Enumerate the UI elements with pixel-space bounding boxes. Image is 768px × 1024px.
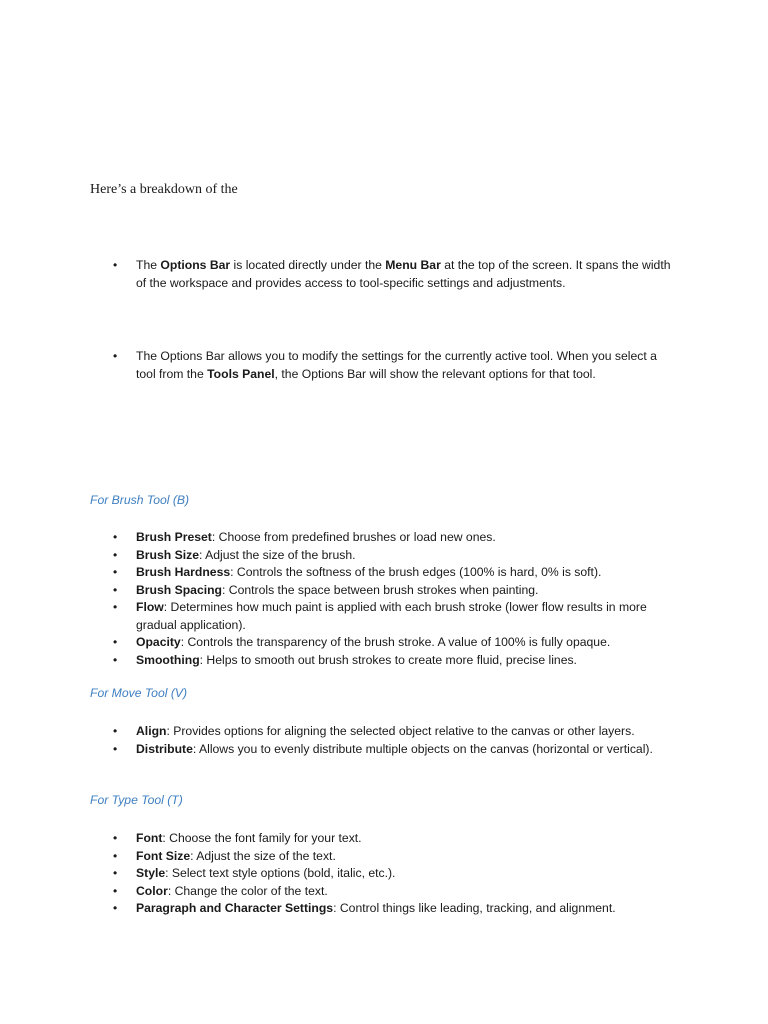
move-options-list [0, 723, 768, 758]
section-heading-type: For Type Tool (T) [90, 793, 183, 807]
list-item: • Brush Hardness: Controls the softness of the brush edges (100% is hard, 0% is soft). [0, 564, 768, 582]
list-item: • Brush Spacing: Controls the space between brush strokes when painting. [0, 582, 768, 600]
list-item: • Font Size: Adjust the size of the text. [0, 848, 768, 866]
list-item: • Smoothing: Helps to smooth out brush strokes to create more fluid, precise lines. [0, 652, 768, 670]
list-item: • Font: Choose the font family for your text. [0, 830, 768, 848]
list-item: • Flow: Determines how much paint is applied with each brush stroke (lower flow results in more gradual application). [0, 599, 768, 634]
list-item: • Style: Select text style options (bold, italic, etc.). [0, 865, 768, 883]
overview-list-2 [0, 348, 768, 383]
list-item: • Paragraph and Character Settings: Control things like leading, tracking, and alignment. [0, 900, 768, 918]
brush-options-list [0, 529, 768, 669]
list-item: • The Options Bar allows you to modify the settings for the currently active tool. When you select a tool from the Tools Panel, the Options Bar will show the relevant options for that tool. [0, 348, 768, 383]
list-item: • Brush Size: Adjust the size of the brush. [0, 547, 768, 565]
section-heading-brush: For Brush Tool (B) [90, 493, 190, 507]
list-item: • Color: Change the color of the text. [0, 883, 768, 901]
section-heading-move: For Move Tool (V) [90, 686, 188, 700]
list-item: • Distribute: Allows you to evenly distribute multiple objects on the canvas (horizontal or vertical). [0, 741, 768, 759]
list-item: • Brush Preset: Choose from predefined brushes or load new ones. [0, 529, 768, 547]
list-item: • The Options Bar is located directly under the Menu Bar at the top of the screen. It spans the width of the workspace and provides access to tool-specific settings and adjustments. [0, 257, 768, 292]
intro-text: Here’s a breakdown of the [90, 182, 238, 197]
list-item: • Opacity: Controls the transparency of the brush stroke. A value of 100% is fully opaque. [0, 634, 768, 652]
list-item: • Align: Provides options for aligning the selected object relative to the canvas or other layers. [0, 723, 768, 741]
type-options-list [0, 830, 768, 918]
overview-list-1 [0, 257, 768, 292]
